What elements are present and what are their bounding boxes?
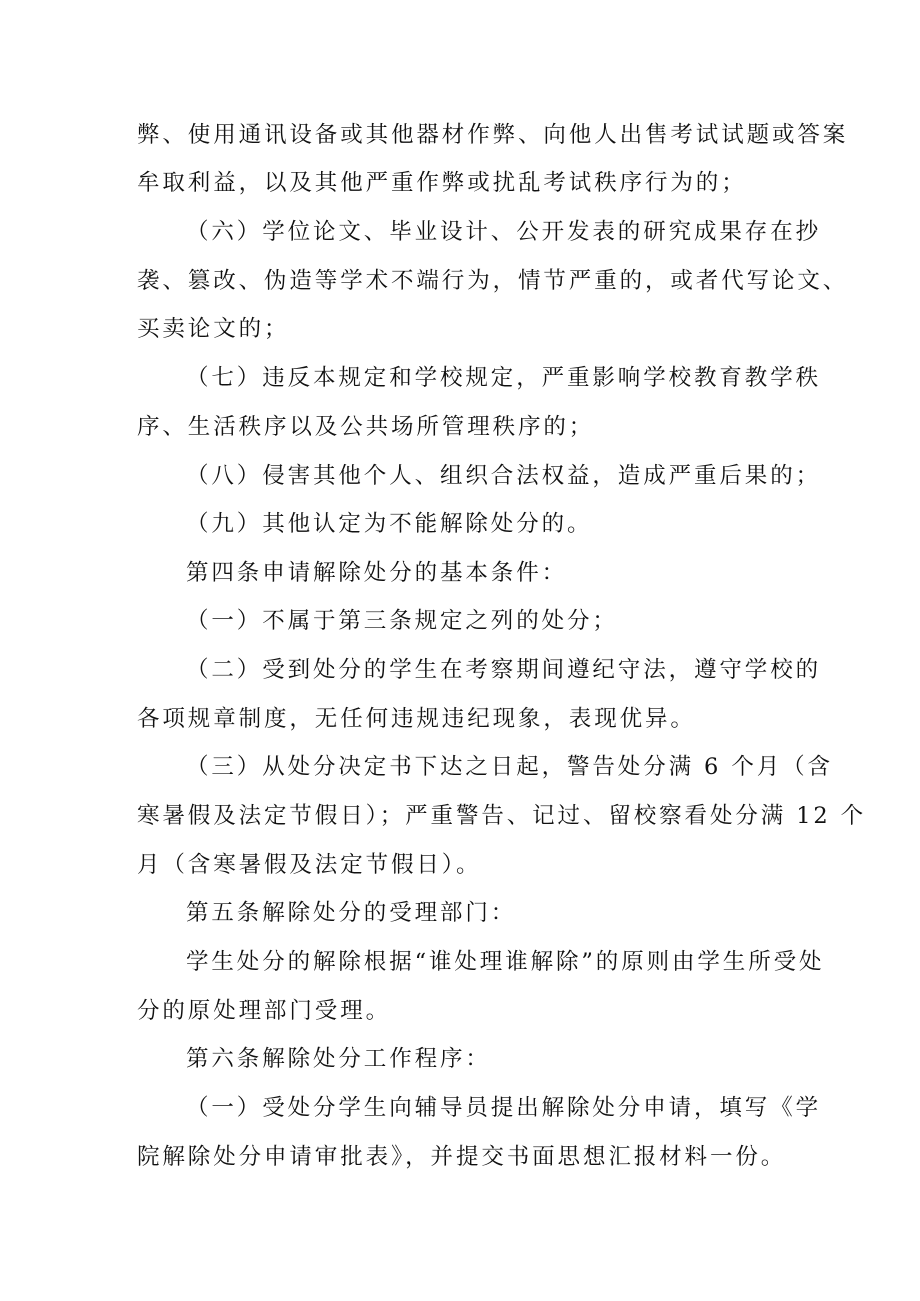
clause-7-line-2: 序、生活秩序以及公共场所管理秩序的； — [137, 414, 595, 440]
procedure-1-line-2: 院解除处分申请审批表》，并提交书面思想汇报材料一份。 — [137, 1144, 787, 1170]
article-5-heading: 第五条解除处分的受理部门： — [186, 900, 517, 926]
clause-7-line-1: （七）违反本规定和学校规定，严重影响学校教育教学秩 — [186, 365, 822, 391]
clause-6-line-3: 买卖论文的； — [137, 316, 290, 342]
condition-3-line-1: （三）从处分决定书下达之日起，警告处分满 6 个月（含 — [186, 754, 833, 780]
condition-2-line-1: （二）受到处分的学生在考察期间遵纪守法，遵守学校的 — [186, 657, 822, 683]
article-6-heading: 第六条解除处分工作程序： — [186, 1046, 491, 1072]
text-line-1: 弊、使用通讯设备或其他器材作弊、向他人出售考试试题或答案 — [137, 122, 849, 148]
condition-1: （一）不属于第三条规定之列的处分； — [186, 608, 618, 634]
article-4-heading: 第四条申请解除处分的基本条件： — [186, 560, 568, 586]
clause-6-line-2: 袭、篡改、伪造等学术不端行为，情节严重的，或者代写论文、 — [137, 268, 849, 294]
clause-8: （八）侵害其他个人、组织合法权益，造成严重后果的； — [186, 463, 822, 489]
text-line-2: 牟取利益，以及其他严重作弊或扰乱考试秩序行为的； — [137, 170, 747, 196]
condition-3-line-2: 寒暑假及法定节假日）；严重警告、记过、留校察看处分满 12 个 — [137, 803, 867, 829]
procedure-1-line-1: （一）受处分学生向辅导员提出解除处分申请，填写《学 — [186, 1095, 822, 1121]
article-5-body-line-2: 分的原处理部门受理。 — [137, 998, 392, 1024]
condition-3-line-3: 月（含寒暑假及法定节假日）。 — [137, 852, 482, 878]
clause-9: （九）其他认定为不能解除处分的。 — [186, 511, 593, 537]
condition-2-line-2: 各项规章制度，无任何违规违纪现象，表现优异。 — [137, 706, 696, 732]
article-5-body-line-1: 学生处分的解除根据“谁处理谁解除”的原则由学生所受处 — [186, 949, 825, 975]
clause-6-line-1: （六）学位论文、毕业设计、公开发表的研究成果存在抄 — [186, 219, 822, 245]
